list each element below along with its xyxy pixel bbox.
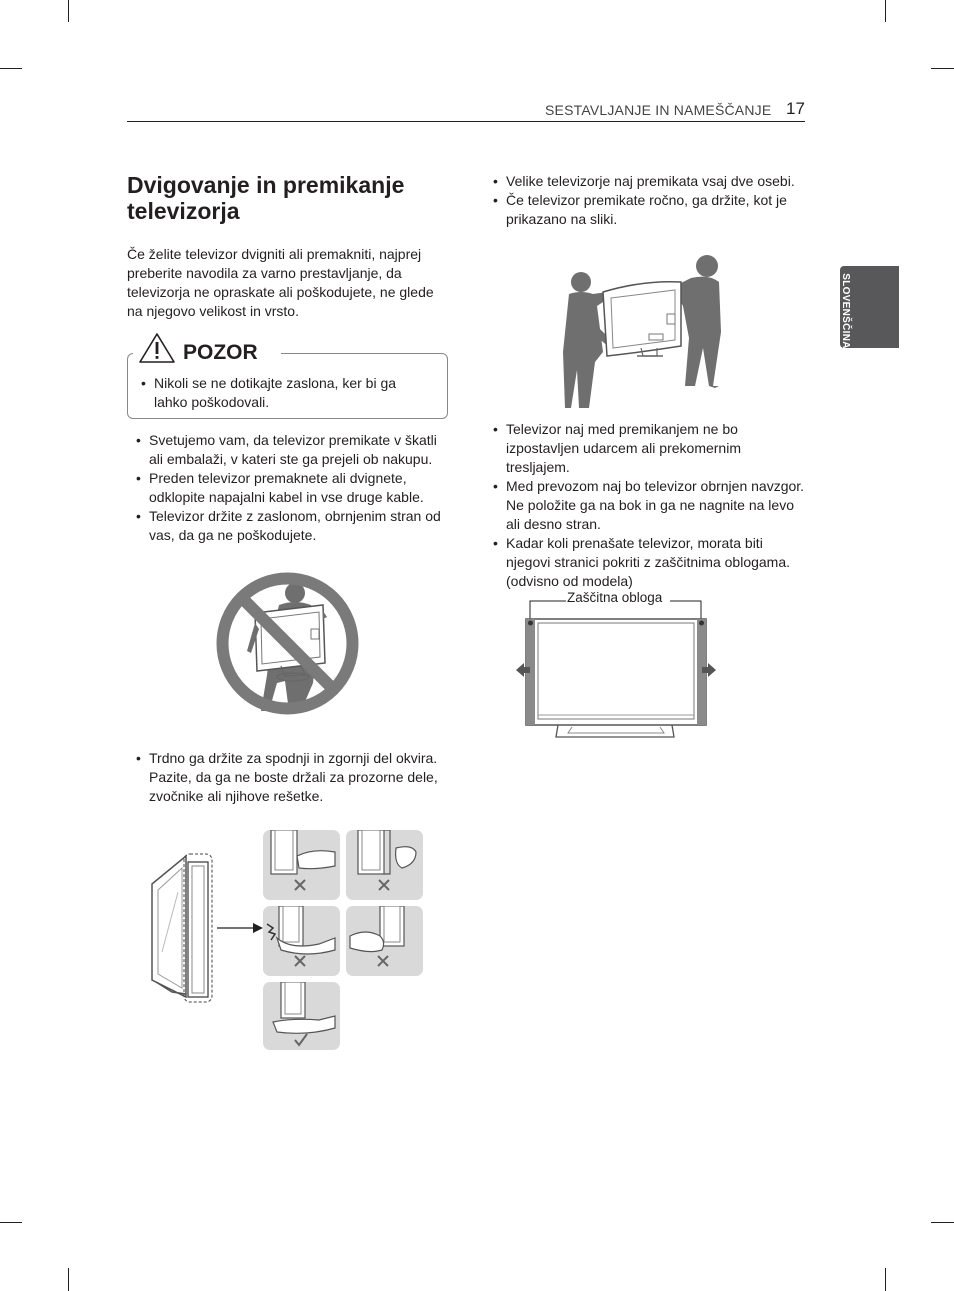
- protective-cover-illustration: [512, 597, 722, 740]
- prohibited-carry-illustration: [215, 571, 360, 716]
- transport-tips-list: [484, 420, 806, 591]
- crop-mark: [68, 1268, 69, 1291]
- language-tab: [840, 266, 899, 348]
- header-rule: [127, 121, 805, 122]
- list-item: • Televizor naj med premikanjem ne bo izpostavljen udarcem ali prekomernim tresljajem.: [484, 420, 806, 477]
- grip-panel-wrong-1: [263, 830, 340, 900]
- grip-panel-wrong-2: [346, 830, 423, 900]
- list-item: • Trdno ga držite za spodnji in zgornji del okvira. Pazite, da ga ne boste držali za prozorne dele, zvočnike ali njihove rešetke.: [127, 749, 452, 806]
- people-tips-list: [484, 172, 804, 229]
- page-title: Dvigovanje in premikanje televizorja: [127, 172, 405, 224]
- crop-mark: [931, 68, 954, 69]
- list-item: • Kadar koli prenašate televizor, morata biti njegovi stranici pokriti z zaščitnima oblogama. (odvisno od modela): [484, 534, 806, 591]
- crop-mark: [0, 68, 22, 69]
- list-item: • Svetujemo vam, da televizor premikate v škatli ali embalaži, v kateri ste ga prejeli ob nakupu.: [127, 431, 452, 469]
- arrow-right-icon: [217, 921, 263, 935]
- caution-list: [132, 374, 432, 412]
- crop-mark: [931, 1222, 954, 1223]
- crop-mark: [0, 1222, 22, 1223]
- grip-panel-correct: [263, 982, 340, 1050]
- caution-title: POZOR: [183, 341, 258, 364]
- list-item: • Če televizor premikate ročno, ga držite, kot je prikazano na sliki.: [484, 191, 804, 229]
- warning-triangle-icon: [138, 332, 176, 364]
- caution-item: • Nikoli se ne dotikajte zaslona, ker bi ga lahko poškodovali.: [132, 374, 432, 412]
- moving-tips-list: [127, 431, 452, 545]
- section-title: SESTAVLJANJE IN NAMEŠČANJE: [545, 102, 772, 118]
- crop-mark: [885, 1268, 886, 1291]
- list-item: • Televizor držite z zaslonom, obrnjenim stran od vas, da ga ne poškodujete.: [127, 507, 452, 545]
- intro-paragraph: Če želite televizor dvigniti ali premakniti, najprej preberite navodila za varno prestavljanje, da televizorja ne opraskate ali poškodujete, ne glede na njegovo velikost in vrsto.: [127, 246, 434, 319]
- grip-panel-wrong-4: [346, 906, 423, 976]
- list-item: • Preden televizor premaknete ali dvignete, odklopite napajalni kabel in vse druge kable.: [127, 469, 452, 507]
- grip-tips-list: [127, 749, 452, 806]
- list-item: • Velike televizorje naj premikata vsaj dve osebi.: [484, 172, 804, 191]
- page-number: 17: [786, 99, 805, 118]
- protective-cover-label: Zaščitna obloga: [567, 590, 663, 605]
- list-item: • Med prevozom naj bo televizor obrnjen navzgor. Ne položite ga na bok in ga ne nagnite na levo ali desno stran.: [484, 477, 806, 534]
- grip-panel-wrong-3: [263, 906, 340, 976]
- language-tab-label: SLOVENŠČINA: [840, 273, 851, 349]
- crop-mark: [885, 0, 886, 22]
- tv-side-view-illustration: [150, 852, 222, 1007]
- crop-mark: [68, 0, 69, 22]
- two-people-carrying-illustration: [563, 252, 725, 409]
